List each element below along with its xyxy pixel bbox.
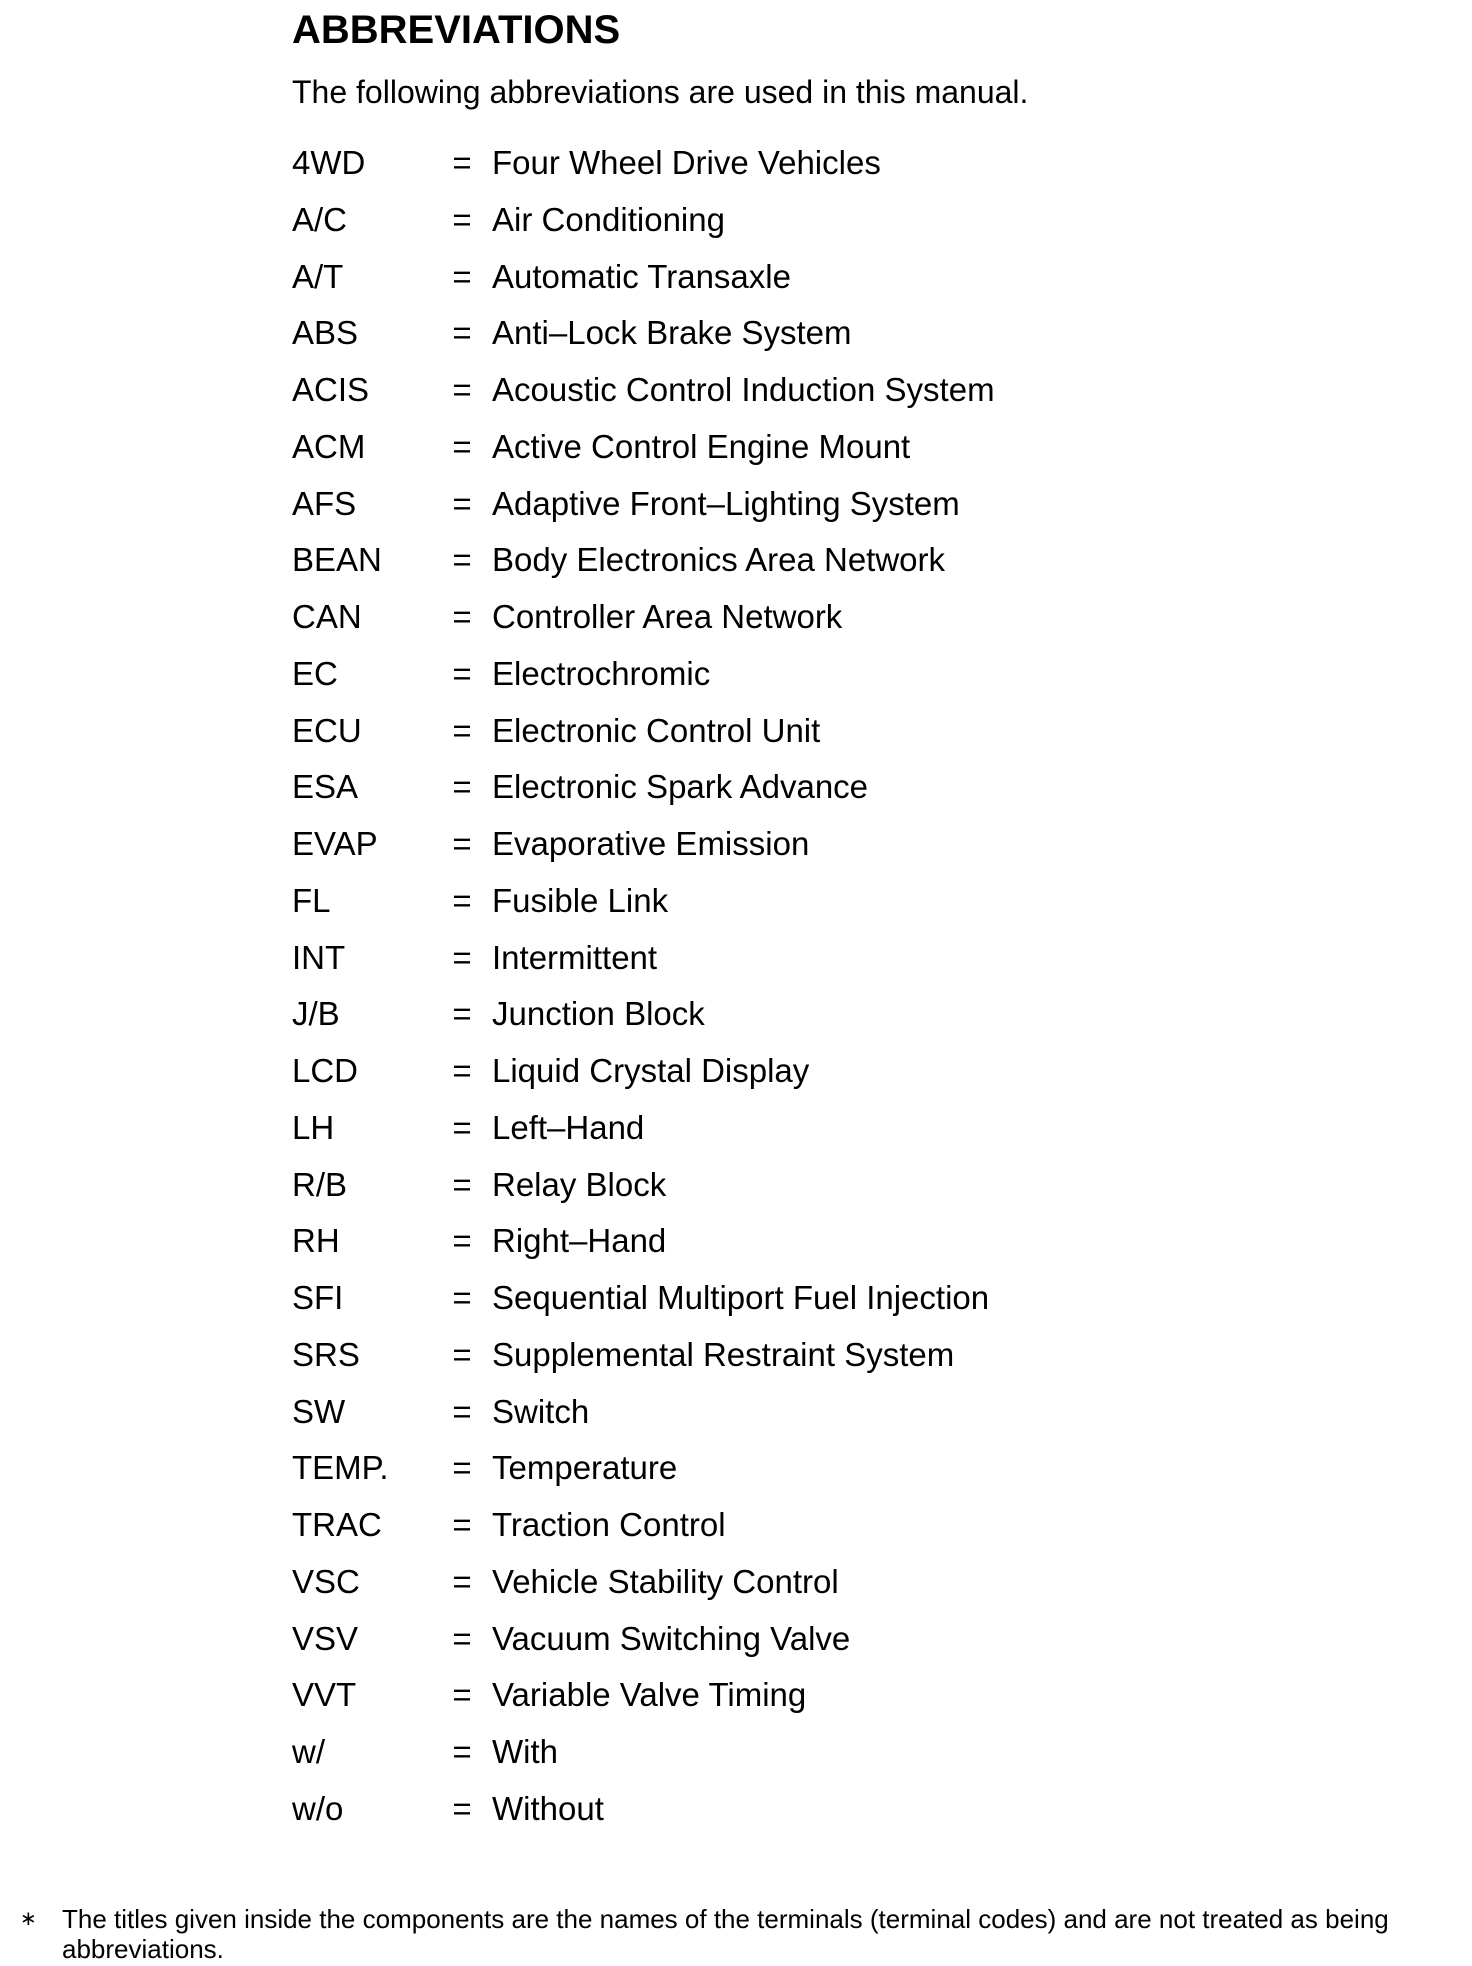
equals-sign: = — [452, 484, 472, 522]
abbreviation-code: EVAP — [292, 825, 378, 862]
equals-sign: = — [452, 825, 472, 862]
equals-sign: = — [452, 654, 472, 692]
abbreviation-code: ACM — [292, 427, 366, 465]
equals-sign: = — [452, 1335, 472, 1373]
equals-sign: = — [452, 144, 472, 181]
equals-sign: = — [452, 1279, 472, 1316]
abbreviation-row — [292, 822, 995, 879]
equals-sign: = — [452, 1789, 472, 1827]
equals-sign: = — [452, 938, 472, 976]
abbreviation-meaning: With — [492, 1733, 558, 1770]
abbreviation-code: ECU — [292, 711, 362, 749]
abbreviation-row — [292, 652, 995, 709]
abbreviation-code: INT — [292, 938, 346, 976]
abbreviation-meaning: Body Electronics Area Network — [492, 541, 946, 579]
abbreviation-row — [292, 1219, 995, 1276]
abbreviation-meaning: Left–Hand — [492, 1108, 645, 1146]
abbreviation-meaning: Anti–Lock Brake System — [492, 314, 852, 352]
abbreviation-row — [292, 425, 995, 482]
abbreviation-meaning: Variable Valve Timing — [492, 1676, 807, 1714]
equals-sign: = — [452, 427, 472, 465]
abbreviation-code: TRAC — [292, 1506, 382, 1543]
abbreviation-code: ESA — [292, 768, 359, 806]
equals-sign: = — [452, 200, 472, 238]
footnote — [20, 1904, 1460, 1964]
abbreviation-meaning: Acoustic Control Induction System — [492, 371, 995, 408]
abbreviation-code: 4WD — [292, 144, 366, 181]
equals-sign: = — [452, 1562, 472, 1600]
abbreviation-code: TEMP. — [292, 1449, 389, 1487]
abbreviation-row — [292, 1049, 995, 1106]
abbreviation-code: SW — [292, 1392, 346, 1430]
abbreviation-row — [292, 255, 995, 312]
abbreviation-code: SRS — [292, 1335, 360, 1373]
abbreviation-row — [292, 1503, 995, 1560]
abbreviation-code: ACIS — [292, 371, 370, 408]
abbreviation-code: A/C — [292, 200, 348, 238]
abbreviation-code: CAN — [292, 598, 362, 635]
abbreviation-code: EC — [292, 654, 338, 692]
abbreviation-meaning: Temperature — [492, 1449, 678, 1487]
equals-sign: = — [452, 768, 472, 806]
abbreviation-meaning: Electronic Control Unit — [492, 711, 821, 749]
abbreviation-meaning: Vehicle Stability Control — [492, 1562, 839, 1600]
abbreviation-row — [292, 538, 995, 595]
abbreviation-row — [292, 198, 995, 255]
abbreviation-meaning: Automatic Transaxle — [492, 257, 791, 295]
abbreviation-meaning: Electronic Spark Advance — [492, 768, 869, 806]
equals-sign: = — [452, 881, 472, 919]
abbreviation-code: LH — [292, 1108, 335, 1146]
abbreviation-code: A/T — [292, 257, 344, 295]
abbreviation-meaning: Fusible Link — [492, 881, 669, 919]
abbreviation-code: R/B — [292, 1165, 348, 1203]
abbreviation-code: SFI — [292, 1279, 344, 1316]
abbreviation-row — [292, 1617, 995, 1674]
abbreviation-row — [292, 482, 995, 539]
abbreviation-row — [292, 1560, 995, 1617]
equals-sign: = — [452, 711, 472, 749]
abbreviation-row — [292, 879, 995, 936]
abbreviation-meaning: Four Wheel Drive Vehicles — [492, 144, 881, 181]
equals-sign: = — [452, 995, 472, 1033]
abbreviation-code: w/o — [292, 1789, 344, 1827]
abbreviation-list — [292, 141, 995, 1844]
abbreviation-meaning: Electrochromic — [492, 654, 711, 692]
abbreviation-meaning: Without — [492, 1789, 604, 1827]
equals-sign: = — [452, 1506, 472, 1543]
abbreviation-meaning: Intermittent — [492, 938, 658, 976]
abbreviation-meaning: Sequential Multiport Fuel Injection — [492, 1279, 990, 1316]
equals-sign: = — [452, 1222, 472, 1260]
abbreviation-meaning: Adaptive Front–Lighting System — [492, 484, 960, 522]
abbreviation-code: VSV — [292, 1619, 359, 1657]
abbreviation-row — [292, 1106, 995, 1163]
abbreviation-meaning: Vacuum Switching Valve — [492, 1619, 851, 1657]
equals-sign: = — [452, 1619, 472, 1657]
abbreviation-row — [292, 992, 995, 1049]
asterisk-icon: ∗ — [20, 1908, 37, 1930]
abbreviation-code: ABS — [292, 314, 359, 352]
equals-sign: = — [452, 314, 472, 352]
abbreviation-meaning: Right–Hand — [492, 1222, 667, 1260]
equals-sign: = — [452, 1392, 472, 1430]
abbreviation-code: LCD — [292, 1052, 359, 1089]
abbreviation-meaning: Traction Control — [492, 1506, 726, 1543]
equals-sign: = — [452, 1676, 472, 1714]
equals-sign: = — [452, 371, 472, 408]
equals-sign: = — [452, 1108, 472, 1146]
abbreviation-code: RH — [292, 1222, 340, 1260]
equals-sign: = — [452, 1449, 472, 1487]
abbreviation-row — [292, 1787, 995, 1844]
footnote-text: The titles given inside the components are the names of the terminals (terminal codes) and are not treated as being abbreviations. — [62, 1904, 1389, 1964]
abbreviation-row — [292, 595, 995, 652]
abbreviation-code: J/B — [292, 995, 340, 1033]
abbreviation-row — [292, 765, 995, 822]
abbreviation-meaning: Liquid Crystal Display — [492, 1052, 810, 1089]
abbreviation-row — [292, 1333, 995, 1390]
abbreviation-row — [292, 709, 995, 766]
equals-sign: = — [452, 541, 472, 579]
equals-sign: = — [452, 1733, 472, 1770]
abbreviation-meaning: Active Control Engine Mount — [492, 427, 911, 465]
page-title: ABBREVIATIONS — [292, 8, 621, 52]
abbreviation-code: VVT — [292, 1676, 357, 1714]
abbreviation-code: AFS — [292, 484, 357, 522]
abbreviation-meaning: Supplemental Restraint System — [492, 1335, 955, 1373]
abbreviation-row — [292, 1163, 995, 1220]
abbreviation-meaning: Junction Block — [492, 995, 705, 1033]
abbreviation-row — [292, 311, 995, 368]
equals-sign: = — [452, 1165, 472, 1203]
abbreviation-row — [292, 1276, 995, 1333]
abbreviation-code: VSC — [292, 1562, 360, 1600]
abbreviation-meaning: Evaporative Emission — [492, 825, 810, 862]
abbreviation-row — [292, 936, 995, 993]
abbreviation-meaning: Relay Block — [492, 1165, 667, 1203]
abbreviation-row — [292, 1673, 995, 1730]
abbreviation-code: w/ — [292, 1733, 325, 1770]
abbreviation-code: BEAN — [292, 541, 382, 579]
equals-sign: = — [452, 1052, 472, 1089]
abbreviation-meaning: Controller Area Network — [492, 598, 843, 635]
equals-sign: = — [452, 257, 472, 295]
abbreviation-meaning: Switch — [492, 1392, 590, 1430]
abbreviation-row — [292, 1730, 995, 1787]
abbreviation-row — [292, 368, 995, 425]
abbreviation-row — [292, 1390, 995, 1447]
abbreviation-row — [292, 1446, 995, 1503]
abbreviation-row — [292, 141, 995, 198]
abbreviation-meaning: Air Conditioning — [492, 200, 725, 238]
equals-sign: = — [452, 598, 472, 635]
abbreviation-code: FL — [292, 881, 331, 919]
intro-text: The following abbreviations are used in this manual. — [292, 74, 1029, 110]
